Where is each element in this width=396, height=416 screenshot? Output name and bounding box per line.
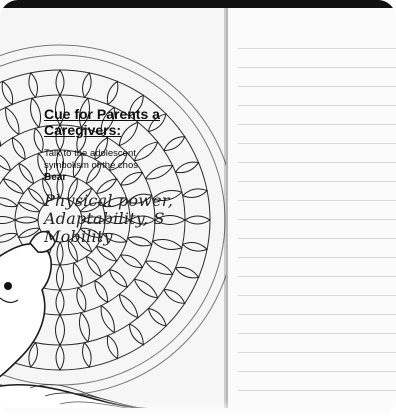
- mandala-petal: [3, 179, 23, 194]
- ruled-line: [238, 124, 396, 125]
- mandala-petal: [18, 203, 39, 212]
- mandala-petal: [0, 122, 1, 145]
- cue-heading: [44, 106, 244, 138]
- mandala-petal: [31, 98, 41, 127]
- ruled-line: [238, 371, 396, 372]
- top-edge: [0, 0, 396, 8]
- traits-line-3: Mobility: [44, 227, 113, 246]
- mandala-petal: [12, 138, 25, 160]
- mandala-petal: [107, 81, 117, 104]
- right-page: [228, 8, 396, 408]
- ruled-line: [238, 257, 396, 258]
- ruled-lines: [238, 48, 396, 408]
- ruled-line: [238, 162, 396, 163]
- chosen-animal: Bear: [44, 172, 67, 183]
- traits-line-2: Adaptability, S: [44, 209, 165, 228]
- ruled-line: [238, 67, 396, 68]
- ruled-line: [238, 105, 396, 106]
- mandala-petal: [29, 73, 38, 98]
- mandala-petal: [0, 217, 15, 224]
- mandala-petal: [28, 188, 44, 204]
- mandala-petal: [83, 73, 92, 98]
- ruled-line: [238, 390, 396, 391]
- mandala-petal: [2, 81, 12, 104]
- ruled-line: [238, 181, 396, 182]
- mandala-petal: [0, 153, 11, 171]
- ruled-line: [238, 219, 396, 220]
- ruled-line: [238, 295, 396, 296]
- mandala-petal: [34, 128, 43, 152]
- ruled-line: [238, 314, 396, 315]
- cue-heading-line-1: Cue for Parents a: [44, 106, 160, 122]
- mandala-petal: [19, 163, 34, 183]
- cue-body-line-2: symbolism of the chos: [44, 160, 138, 171]
- ruled-line: [238, 352, 396, 353]
- mandala-petal: [56, 70, 64, 95]
- handwritten-traits: [44, 192, 244, 246]
- ruled-line: [238, 276, 396, 277]
- cue-heading-line-2: Caregivers:: [44, 122, 122, 138]
- mandala-petal: [15, 217, 38, 223]
- bottom-edge: [0, 400, 396, 416]
- traits-line-1: Physical power,: [44, 191, 174, 210]
- cue-body-line-1: Talk to the adolescent: [44, 148, 136, 159]
- ruled-line: [238, 238, 396, 239]
- cue-body-text: [44, 148, 244, 172]
- ruled-line: [238, 48, 396, 49]
- ruled-line: [238, 86, 396, 87]
- ruled-line: [238, 143, 396, 144]
- ruled-line: [238, 200, 396, 201]
- mandala-petal: [121, 172, 143, 185]
- ruled-line: [238, 333, 396, 334]
- mandala-petal: [6, 107, 19, 134]
- bear-illustration: [0, 228, 228, 408]
- mandala-petal: [0, 198, 17, 207]
